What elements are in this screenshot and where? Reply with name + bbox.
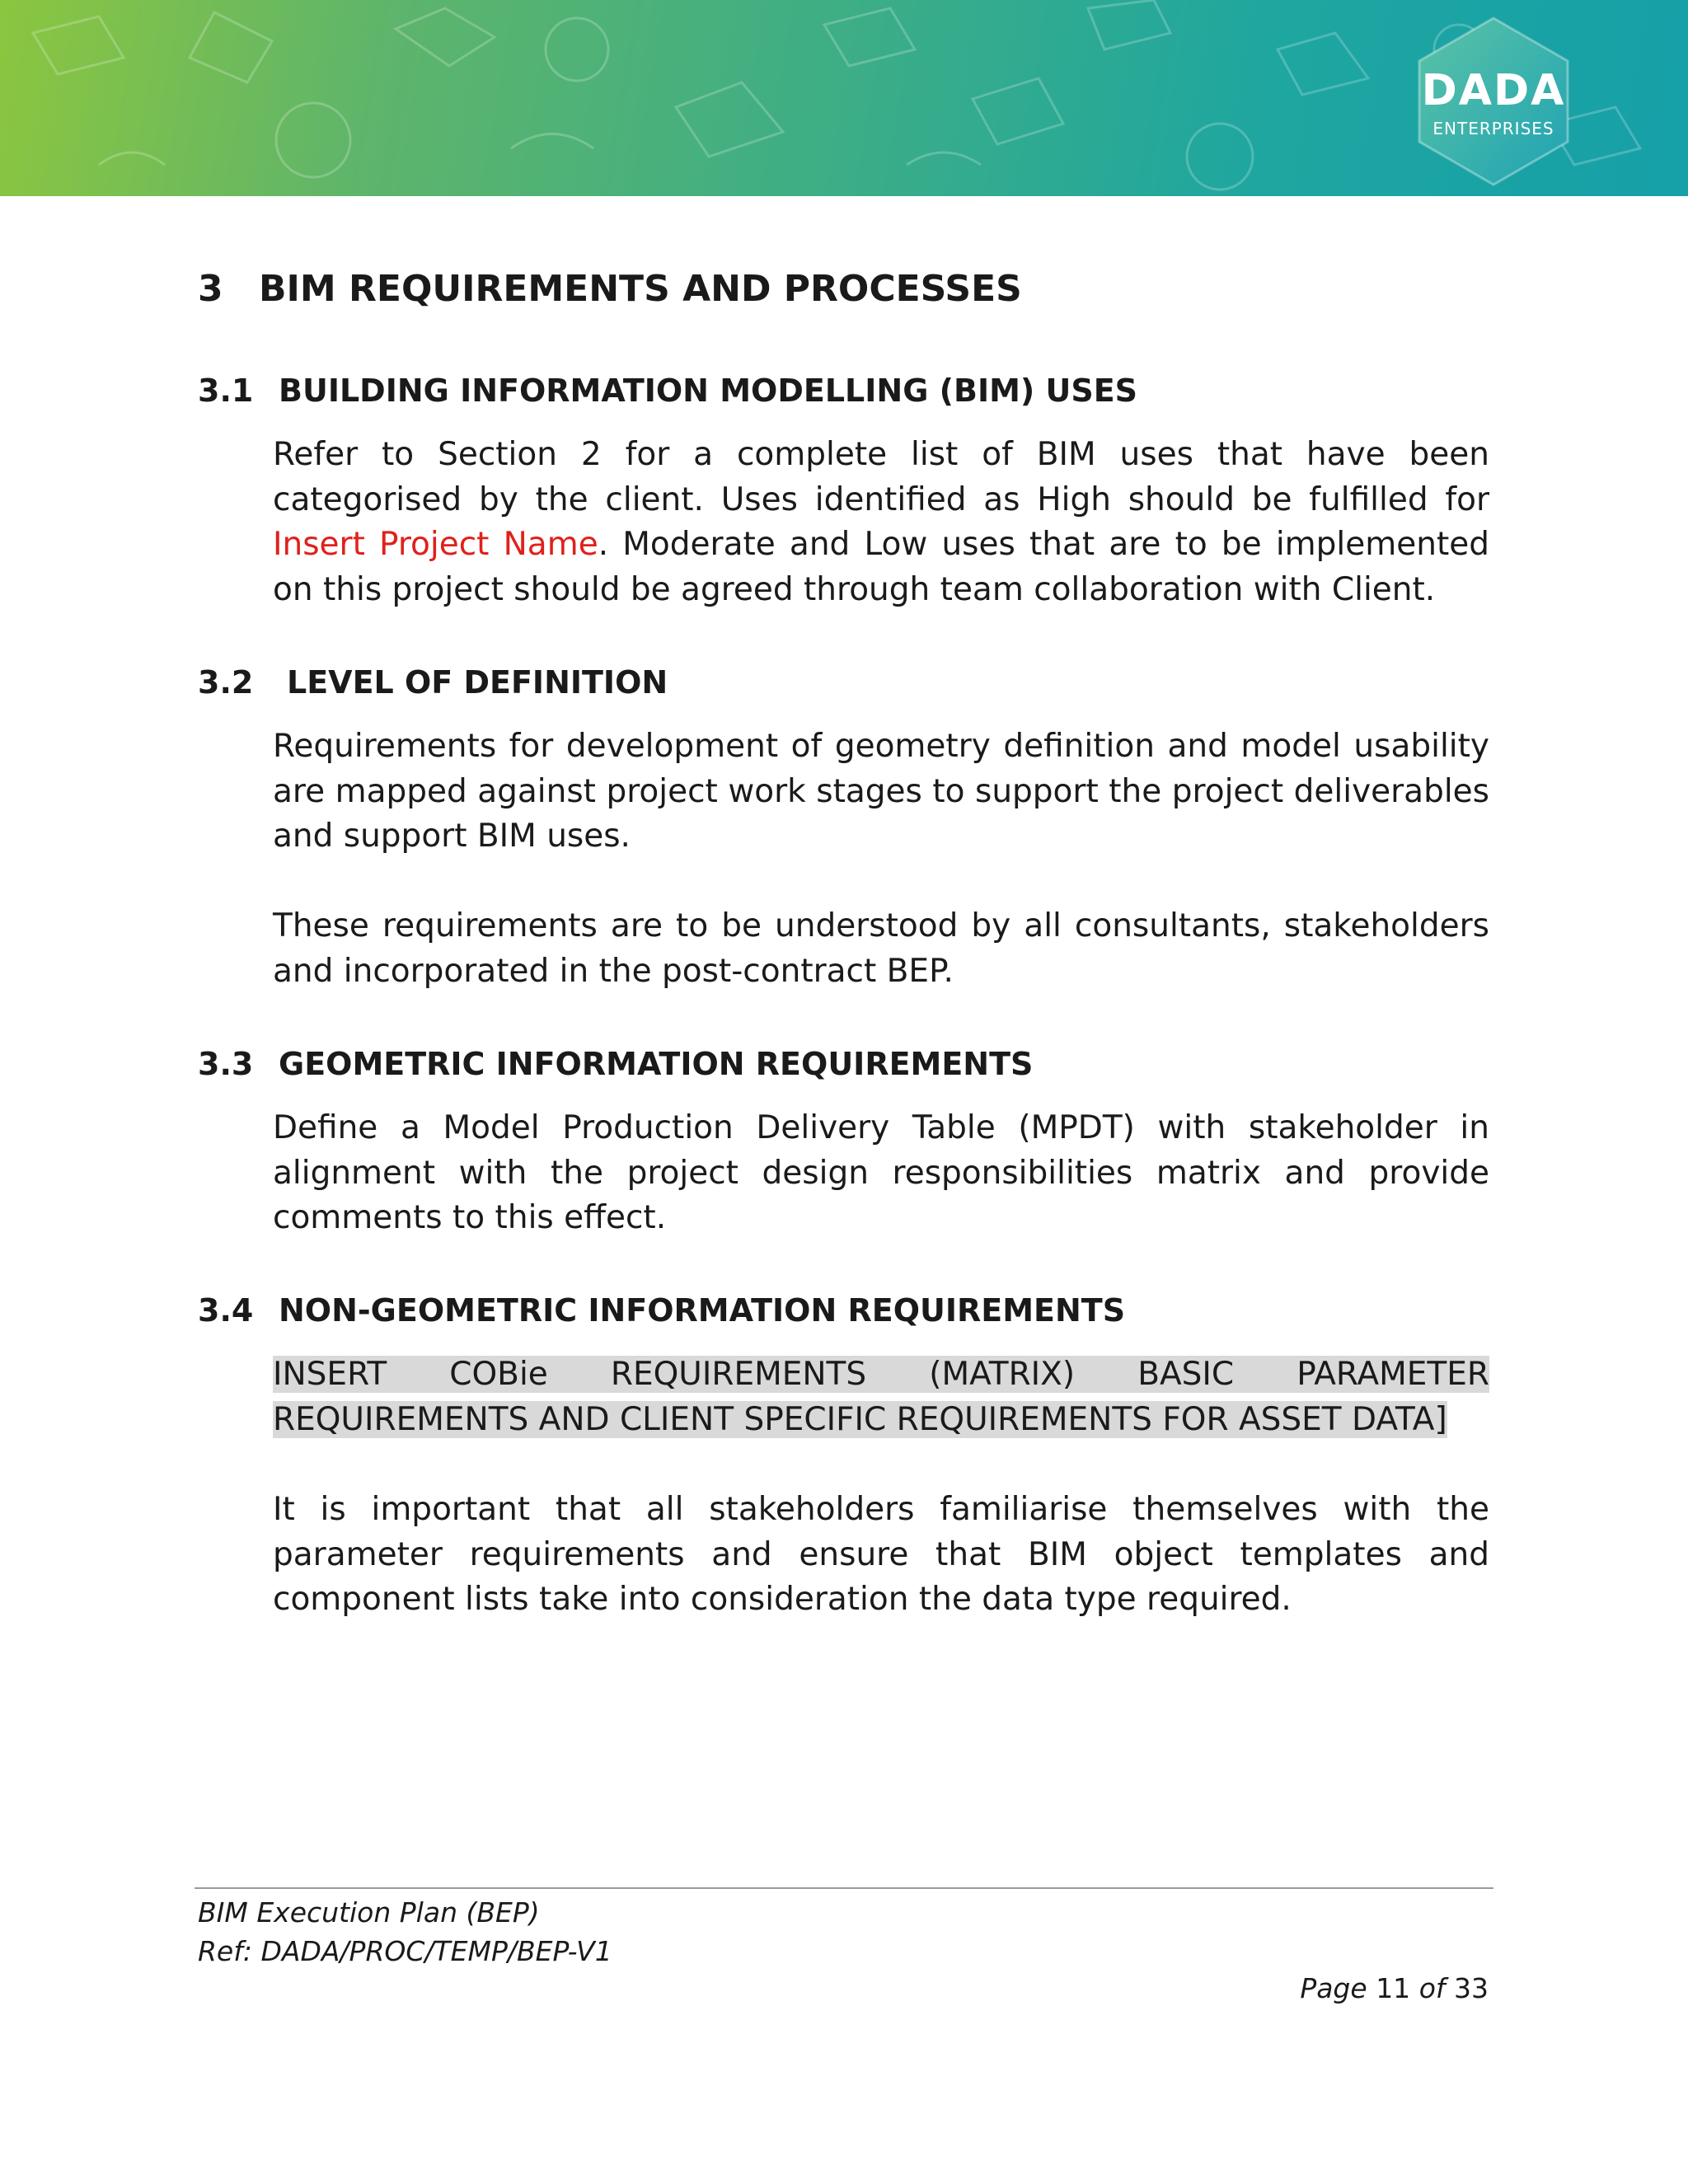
subsection-title: BUILDING INFORMATION MODELLING (BIM) USES <box>279 373 1138 409</box>
section-heading <box>198 268 1022 310</box>
footer-doc-title: BIM Execution Plan (BEP) <box>198 1896 540 1929</box>
geometric-info-paragraph: Define a Model Production Delivery Table (MPDT) with stakeholder in alignment with the project design responsibilities matrix and provide comments to this effect. <box>273 1109 1489 1236</box>
project-name-placeholder: Insert Project Name <box>273 526 598 563</box>
paragraph-text: . Moderate and Low uses that are to be implemented on this project should be agreed through team collaboration with Client. <box>273 526 1489 608</box>
subsection-heading <box>198 1292 1125 1329</box>
subsection-heading <box>198 373 1137 409</box>
company-logo <box>1411 15 1576 188</box>
section-number: 3 <box>198 268 223 310</box>
footer-divider <box>195 1887 1493 1889</box>
page-current: 11 <box>1376 1972 1411 2004</box>
paragraph-text: Refer to Section 2 for a complete list of BIM uses that have been categorised by the client. Uses identified as High should be fulfilled for <box>273 436 1489 518</box>
section-title: BIM REQUIREMENTS AND PROCESSES <box>259 268 1022 310</box>
subsection-heading <box>198 664 668 701</box>
subsection-title: NON-GEOMETRIC INFORMATION REQUIREMENTS <box>279 1292 1126 1329</box>
subsection-title: GEOMETRIC INFORMATION REQUIREMENTS <box>279 1046 1034 1082</box>
of-label: of <box>1418 1972 1446 2004</box>
level-of-definition-paragraph: Requirements for development of geometry definition and model usability are mapped against project work stages to support the project deliverables and support BIM uses. <box>273 728 1489 855</box>
header-banner <box>0 0 1688 196</box>
logo-wordmark: DADA <box>1421 66 1566 115</box>
cobie-placeholder-paragraph <box>273 1352 1489 1442</box>
page-label: Page <box>1300 1972 1367 2004</box>
subsection-number: 3.3 <box>198 1046 254 1082</box>
subsection-number: 3.2 <box>198 664 254 701</box>
highlighted-placeholder: INSERT COBie REQUIREMENTS (MATRIX) BASIC PARAMETER REQUIREMENTS AND CLIENT SPECIFIC REQUIREMENTS FOR ASSET DATA] <box>273 1356 1489 1438</box>
subsection-number: 3.1 <box>198 373 254 409</box>
subsection-number: 3.4 <box>198 1292 254 1329</box>
footer-reference: Ref: DADA/PROC/TEMP/BEP-V1 <box>198 1935 612 1967</box>
subsection-title: LEVEL OF DEFINITION <box>287 664 668 701</box>
page-number <box>1300 1972 1489 2004</box>
logo-subtitle: ENTERPRISES <box>1432 119 1554 138</box>
subsection-heading <box>198 1046 1033 1082</box>
bim-uses-paragraph <box>273 433 1489 612</box>
requirements-paragraph: These requirements are to be understood by all consultants, stakeholders and incorporated in the post-contract BEP. <box>273 907 1489 990</box>
stakeholder-paragraph: It is important that all stakeholders familiarise themselves with the parameter requirements and ensure that BIM object templates and component lists take into consideration the data type required. <box>273 1491 1489 1618</box>
page-total: 33 <box>1454 1972 1489 2004</box>
